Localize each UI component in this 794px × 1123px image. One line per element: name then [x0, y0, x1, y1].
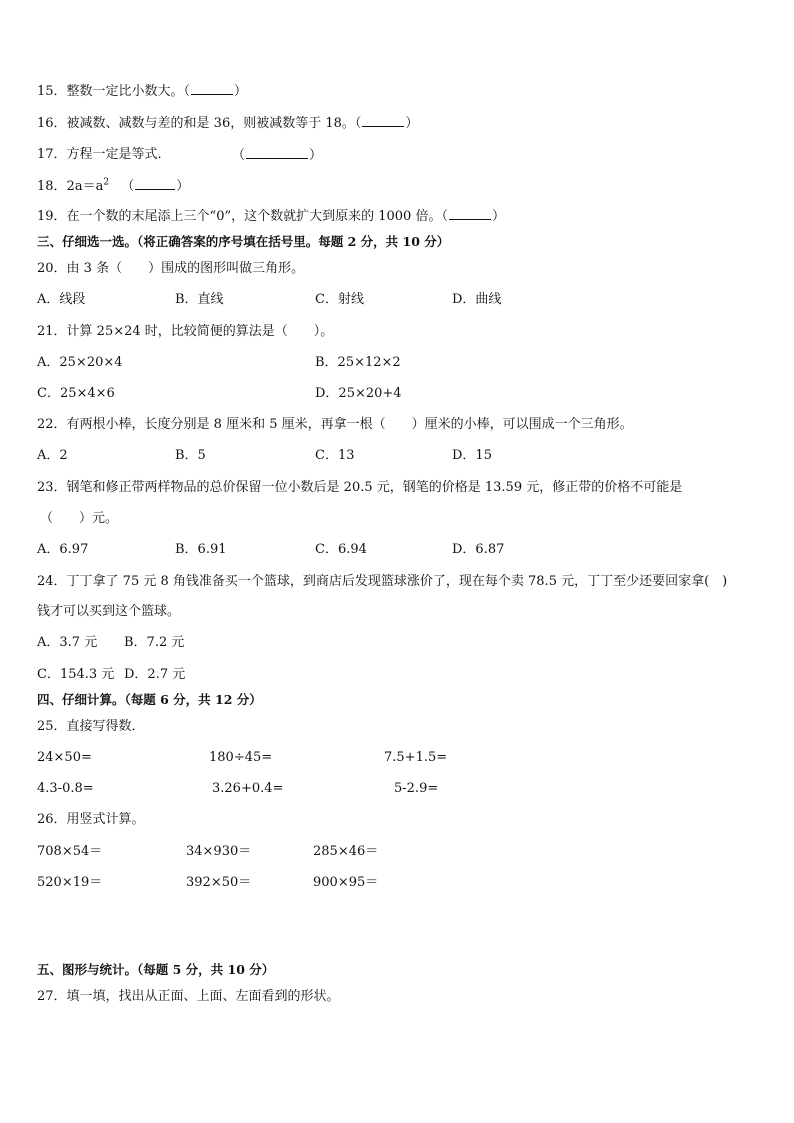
option-a[interactable]: A．25×20×4 — [37, 355, 123, 370]
option-b[interactable]: B．6.91 — [175, 542, 227, 557]
calc-item: 900×95＝ — [313, 875, 379, 890]
answer-blank[interactable] — [191, 82, 233, 95]
question-17-answer — [232, 146, 322, 165]
answer-blank[interactable] — [246, 146, 308, 159]
option-b[interactable]: B．25×12×2 — [315, 355, 401, 370]
calc-item: 5-2.9= — [394, 781, 439, 796]
answer-blank[interactable] — [135, 177, 175, 190]
question-17-text: 17．方程一定是等式． — [37, 147, 171, 162]
question-16-text: 16．被减数、减数与差的和是 36，则被减数等于 18。（ — [37, 116, 362, 131]
question-26-text: 26．用竖式计算。 — [37, 812, 145, 827]
question-23-text: 23．钢笔和修正带两样物品的总价保留一位小数后是 20.5 元，钢笔的价格是 13.59 元，修正带的价格不可能是 — [37, 480, 683, 495]
option-d[interactable]: D．25×20+4 — [315, 386, 402, 401]
question-18 — [37, 177, 189, 196]
option-c[interactable]: C．13 — [315, 448, 355, 463]
option-b[interactable]: B．直线 — [175, 292, 224, 307]
question-18-text: 18．2a＝a — [37, 179, 104, 194]
option-c[interactable]: C．25×4×6 — [37, 386, 115, 401]
question-19 — [37, 207, 505, 226]
question-15-text: 15．整数一定比小数大。（ — [37, 84, 191, 99]
open-paren: （ — [121, 179, 135, 194]
calc-item: 34×930＝ — [186, 844, 252, 859]
close-paren: ） — [309, 148, 323, 163]
option-d[interactable]: D．15 — [452, 448, 492, 463]
option-a[interactable]: A．线段 — [37, 292, 86, 307]
option-d[interactable]: D．6.87 — [452, 542, 505, 557]
section-5-title: 五、图形与统计。（每题 5 分，共 10 分） — [37, 962, 275, 977]
question-24-text-continued: 钱才可以买到这个篮球。 — [37, 604, 181, 619]
option-a[interactable]: A．6.97 — [37, 542, 89, 557]
calc-item: 520×19＝ — [37, 875, 103, 890]
calc-item: 3.26+0.4= — [212, 781, 284, 796]
section-4-title: 四、仔细计算。（每题 6 分，共 12 分） — [37, 692, 262, 707]
option-b[interactable]: B．5 — [175, 448, 206, 463]
exponent: 2 — [103, 177, 110, 188]
calc-item: 24×50= — [37, 750, 92, 765]
question-24-text: 24．丁丁拿了 75 元 8 角钱准备买一个篮球，到商店后发现篮球涨价了，现在每个卖 78.5 元，丁丁至少还要回家拿( ) — [37, 574, 728, 589]
question-21-text: 21．计算 25×24 时，比较简便的算法是（ ）。 — [37, 324, 334, 339]
calc-item: 4.3-0.8= — [37, 781, 94, 796]
question-15 — [37, 82, 247, 101]
calc-item: 7.5+1.5= — [384, 750, 448, 765]
open-paren: （ — [232, 148, 246, 163]
option-d[interactable]: D．曲线 — [452, 292, 502, 307]
option-d[interactable]: D．2.7 元 — [124, 667, 186, 682]
section-3-title: 三、仔细选一选。（将正确答案的序号填在括号里。每题 2 分，共 10 分） — [37, 234, 450, 249]
close-paren: ） — [176, 179, 190, 194]
calc-item: 285×46＝ — [313, 844, 379, 859]
question-16 — [37, 114, 418, 133]
option-c[interactable]: C．6.94 — [315, 542, 367, 557]
calc-item: 392×50＝ — [186, 875, 252, 890]
close-paren: ） — [234, 84, 248, 99]
option-a[interactable]: A．2 — [37, 448, 68, 463]
close-paren: ） — [405, 116, 419, 131]
answer-blank[interactable] — [449, 207, 491, 220]
answer-blank[interactable] — [362, 114, 404, 127]
question-27-text: 27．填一填，找出从正面、上面、左面看到的形状。 — [37, 989, 340, 1004]
question-19-text: 19．在一个数的末尾添上三个“0”，这个数就扩大到原来的 1000 倍。（ — [37, 209, 448, 224]
question-23-text-continued: （ ）元。 — [40, 511, 119, 526]
question-20-text: 20．由 3 条（ ）围成的图形叫做三角形。 — [37, 261, 305, 276]
question-25-text: 25．直接写得数． — [37, 719, 145, 734]
question-22-text: 22．有两根小棒，长度分别是 8 厘米和 5 厘米，再拿一根（ ）厘米的小棒，可以围成一个三角形。 — [37, 417, 633, 432]
option-c[interactable]: C．射线 — [315, 292, 364, 307]
option-a[interactable]: A．3.7 元 — [37, 635, 98, 650]
calc-item: 708×54＝ — [37, 844, 103, 859]
question-17 — [37, 146, 171, 164]
close-paren: ） — [491, 209, 505, 224]
calc-item: 180÷45= — [209, 750, 273, 765]
option-c[interactable]: C．154.3 元 — [37, 667, 115, 682]
option-b[interactable]: B．7.2 元 — [124, 635, 185, 650]
